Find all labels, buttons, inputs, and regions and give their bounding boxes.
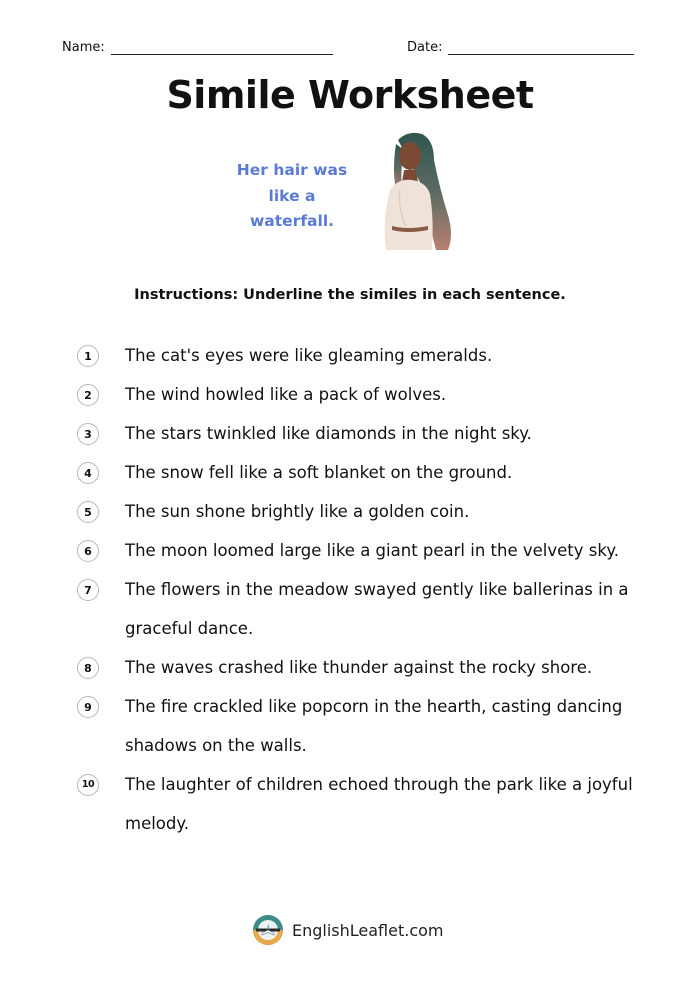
list-item bbox=[77, 687, 647, 765]
sentence-text: The laughter of children echoed through the park like a joyful melody. bbox=[125, 775, 633, 833]
sentence-text: The fire crackled like popcorn in the hearth, casting dancing shadows on the walls. bbox=[125, 697, 623, 755]
number-badge: 5 bbox=[77, 501, 99, 523]
number-badge: 10 bbox=[77, 774, 99, 796]
brand-name[interactable]: EnglishLeaflet.com bbox=[292, 920, 444, 940]
number-badge: 9 bbox=[77, 696, 99, 718]
book-badge-icon bbox=[252, 914, 284, 946]
list-item bbox=[77, 453, 647, 492]
page-title: Simile Worksheet bbox=[166, 73, 534, 117]
number-badge: 2 bbox=[77, 384, 99, 406]
name-field[interactable] bbox=[62, 40, 333, 55]
name-line[interactable] bbox=[111, 40, 333, 55]
name-label: Name: bbox=[62, 40, 105, 55]
sentence-text: The stars twinkled like diamonds in the night sky. bbox=[125, 424, 532, 443]
sentence-text: The flowers in the meadow swayed gently like ballerinas in a graceful dance. bbox=[125, 580, 629, 638]
number-badge: 6 bbox=[77, 540, 99, 562]
list-item bbox=[77, 648, 647, 687]
sentence-text: The sun shone brightly like a golden coin. bbox=[125, 502, 470, 521]
date-line[interactable] bbox=[448, 40, 634, 55]
list-item bbox=[77, 336, 647, 375]
footer-brand bbox=[252, 914, 444, 946]
instructions: Instructions: Underline the similes in each sentence. bbox=[134, 287, 566, 303]
example-line: waterfall. bbox=[249, 212, 335, 230]
sentence-list bbox=[77, 336, 647, 843]
date-field[interactable] bbox=[407, 40, 634, 55]
header-fields bbox=[62, 40, 642, 60]
list-item bbox=[77, 492, 647, 531]
number-badge: 7 bbox=[77, 579, 99, 601]
sentence-text: The waves crashed like thunder against the rocky shore. bbox=[125, 658, 593, 677]
sentence-text: The wind howled like a pack of wolves. bbox=[125, 385, 447, 404]
sentence-text: The snow fell like a soft blanket on the ground. bbox=[125, 463, 513, 482]
list-item bbox=[77, 414, 647, 453]
woman-with-long-hair-icon bbox=[378, 130, 460, 252]
number-badge: 4 bbox=[77, 462, 99, 484]
list-item bbox=[77, 375, 647, 414]
sentence-text: The moon loomed large like a giant pearl in the velvety sky. bbox=[125, 541, 619, 560]
number-badge: 1 bbox=[77, 345, 99, 367]
number-badge: 3 bbox=[77, 423, 99, 445]
number-badge: 8 bbox=[77, 657, 99, 679]
list-item bbox=[77, 570, 647, 648]
example-simile bbox=[222, 158, 362, 235]
date-label: Date: bbox=[407, 40, 443, 55]
list-item bbox=[77, 765, 647, 843]
list-item bbox=[77, 531, 647, 570]
example-line: Her hair was bbox=[236, 161, 348, 179]
example-line: like a bbox=[268, 186, 316, 205]
sentence-text: The cat's eyes were like gleaming emeralds. bbox=[125, 346, 493, 365]
